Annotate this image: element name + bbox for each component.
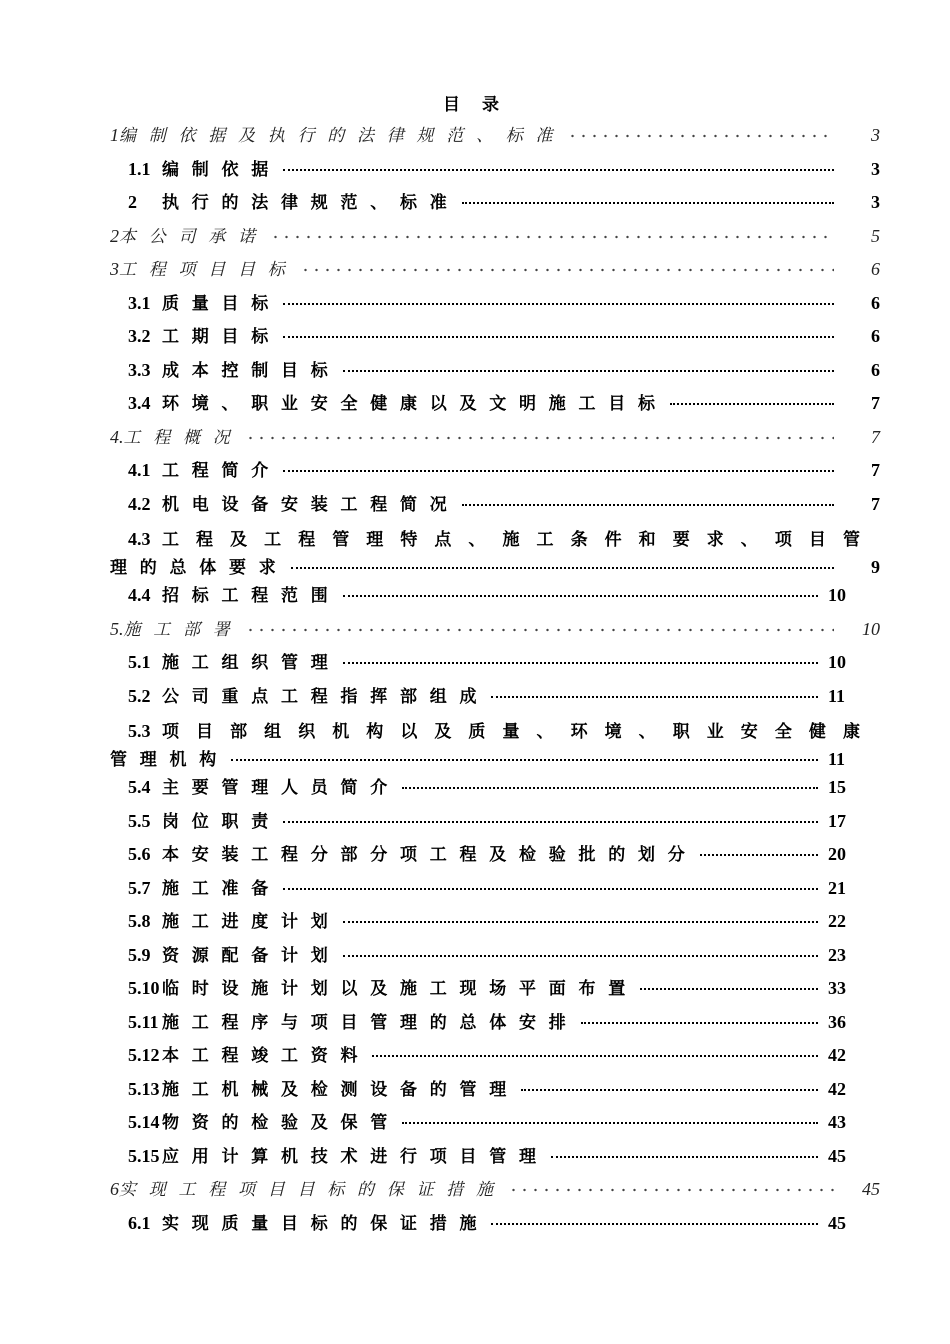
toc-leader-dots <box>402 1122 818 1124</box>
toc-entry[interactable] <box>110 391 880 425</box>
toc-entry-number: 5.1 <box>128 652 151 672</box>
toc-entry[interactable] <box>110 458 880 492</box>
toc-entry[interactable] <box>110 425 880 459</box>
toc-entry-title: 成本控制目标 <box>162 360 341 381</box>
toc-entry-title: 岗位职责 <box>162 811 281 832</box>
toc-entry-title: 本工程竣工资料 <box>162 1046 371 1066</box>
toc-leader-dots <box>491 1223 818 1225</box>
toc-entry-number: 6.1 <box>128 1212 151 1233</box>
toc-leader-dots <box>700 854 819 856</box>
toc-entry-number: 3.1 <box>128 292 151 313</box>
toc-entry-page: 42 <box>828 1045 846 1065</box>
toc-entry-number: 5.7 <box>128 877 151 898</box>
toc-entry-page: 11 <box>828 685 846 706</box>
toc-entry-number: 5.11 <box>128 1011 159 1032</box>
toc-leader-dots <box>343 921 819 923</box>
toc-leader-dots <box>283 303 834 305</box>
toc-entry-number: 5.4 <box>128 777 151 797</box>
toc-entry-title: 工程概况 <box>123 427 243 448</box>
toc-leader-dots <box>343 595 819 597</box>
toc-entry-title-continued: 理的总体要求 <box>110 558 289 578</box>
toc-entry-number: 4.3 <box>128 529 151 549</box>
toc-entry-page: 5 <box>871 225 880 246</box>
toc-entry-number: 5.2 <box>128 685 151 706</box>
toc-leader-dots <box>491 696 818 698</box>
toc-leader-dots <box>521 1089 818 1091</box>
toc-entry-title: 资源配备计划 <box>162 945 341 966</box>
toc-entry-title: 机电设备安装工程简况 <box>162 494 460 515</box>
toc-entry[interactable] <box>110 650 880 684</box>
toc-title: 目 录 <box>443 95 507 115</box>
toc-leader-dots <box>283 821 818 823</box>
toc-entry-page: 15 <box>828 777 846 797</box>
toc-leader-dots <box>581 1022 819 1024</box>
toc-entry-number: 4. <box>110 426 124 447</box>
toc-entry[interactable] <box>110 1144 880 1178</box>
toc-entry-page: 3 <box>871 158 880 179</box>
toc-entry-page: 6 <box>871 359 880 380</box>
toc-entry[interactable] <box>110 775 880 809</box>
toc-entry[interactable] <box>110 943 880 977</box>
toc-entry-number: 5.15 <box>128 1145 160 1166</box>
toc-leader-dots <box>270 235 834 239</box>
toc-entry-page: 33 <box>828 978 846 998</box>
toc-entry-title: 执行的法律规范、标准 <box>162 193 460 213</box>
toc-entry-page: 43 <box>828 1112 846 1132</box>
toc-entry[interactable] <box>110 291 880 325</box>
toc-entry-page: 7 <box>871 426 880 447</box>
toc-entry-page: 3 <box>871 192 880 212</box>
toc-entry-page: 23 <box>828 944 846 965</box>
toc-entry-title: 物资的检验及保管 <box>162 1113 400 1133</box>
toc-leader-dots <box>508 1188 834 1192</box>
toc-entry[interactable] <box>110 684 880 718</box>
toc-entry[interactable] <box>110 492 880 526</box>
toc-leader-dots <box>283 169 834 171</box>
toc-entry-number: 5.6 <box>128 844 151 864</box>
toc-entry-page: 21 <box>828 877 846 898</box>
toc-entry-page: 10 <box>828 585 846 605</box>
toc-entry-number: 3 <box>110 259 119 279</box>
toc-entry-page: 42 <box>828 1078 846 1099</box>
toc-entry-title: 编制依据及执行的法律规范、标准 <box>119 126 566 146</box>
toc-entry-page: 45 <box>828 1212 846 1233</box>
toc-entry[interactable] <box>110 717 880 775</box>
toc-leader-dots <box>291 567 835 569</box>
toc-entry[interactable] <box>110 876 880 910</box>
toc-entry-title: 临时设施计划以及施工现场平面布置 <box>162 979 638 999</box>
toc-entry[interactable] <box>110 1177 880 1211</box>
toc-entry-title: 实现工程项目目标的保证措施 <box>119 1180 506 1200</box>
toc-entry[interactable] <box>110 123 880 157</box>
toc-entry-page: 10 <box>828 652 846 672</box>
toc-entry-number: 1 <box>110 125 119 145</box>
toc-entry-page: 9 <box>871 557 880 577</box>
toc-leader-dots <box>551 1156 818 1158</box>
toc-entry-title: 施工机械及检测设备的管理 <box>162 1079 519 1100</box>
toc-entry-title: 编制依据 <box>162 159 281 180</box>
toc-entry[interactable] <box>110 1110 880 1144</box>
toc-entry-number: 5.9 <box>128 944 151 965</box>
toc-entry[interactable] <box>110 324 880 358</box>
toc-entry-number: 5. <box>110 618 124 639</box>
toc-entry[interactable] <box>110 583 880 617</box>
toc-entry-title: 项 目 部 组 织 机 构 以 及 质 量 、 环 境 、 职 业 安 全 健 康 <box>162 722 860 742</box>
toc-entry-page: 11 <box>828 749 846 769</box>
toc-entry-number: 1.1 <box>128 158 151 179</box>
toc-entry-number: 4.1 <box>128 460 151 480</box>
toc-entry-number: 5.13 <box>128 1078 160 1099</box>
toc-leader-dots <box>343 370 835 372</box>
toc-entry[interactable] <box>110 1043 880 1077</box>
toc-entry[interactable] <box>110 1077 880 1111</box>
toc-leader-dots <box>462 504 835 506</box>
toc-leader-dots <box>245 628 835 632</box>
toc-entry-page: 10 <box>862 618 880 639</box>
toc-entry-title: 主要管理人员简介 <box>162 778 400 798</box>
toc-entry-title: 施工部署 <box>123 619 243 640</box>
toc-entry-number: 5.5 <box>128 810 151 831</box>
toc-entry-page: 7 <box>871 493 880 514</box>
toc-entry-title-continued: 管理机构 <box>110 750 229 770</box>
toc-entry-page: 45 <box>862 1179 880 1199</box>
table-of-contents <box>110 123 880 1244</box>
toc-entry-title: 施工组织管理 <box>162 653 341 673</box>
toc-entry-number: 5.14 <box>128 1112 160 1132</box>
toc-entry[interactable] <box>110 224 880 258</box>
toc-leader-dots <box>283 888 818 890</box>
toc-entry-title: 施工程序与项目管理的总体安排 <box>162 1012 579 1033</box>
toc-entry-number: 5.10 <box>128 978 160 998</box>
toc-leader-dots <box>283 470 834 472</box>
toc-entry-title: 施工准备 <box>162 878 281 899</box>
toc-entry-number: 3.4 <box>128 393 151 413</box>
toc-entry[interactable] <box>110 909 880 943</box>
toc-entry[interactable] <box>110 257 880 291</box>
toc-leader-dots <box>245 436 835 440</box>
toc-entry-number: 3.3 <box>128 359 151 380</box>
toc-entry-number: 2 <box>110 225 119 246</box>
toc-leader-dots <box>343 955 819 957</box>
toc-leader-dots <box>640 988 818 990</box>
toc-entry-page: 17 <box>828 810 846 831</box>
toc-entry-title: 工程简介 <box>162 461 281 481</box>
toc-entry-title: 本安装工程分部分项工程及检验批的划分 <box>162 845 698 865</box>
toc-leader-dots <box>231 759 818 761</box>
toc-entry[interactable] <box>110 842 880 876</box>
toc-entry-title: 本公司承诺 <box>119 226 268 247</box>
toc-entry-title: 实现质量目标的保证措施 <box>162 1213 490 1234</box>
toc-entry-number: 5.12 <box>128 1045 160 1065</box>
toc-entry-title: 质量目标 <box>162 293 281 314</box>
toc-entry-title: 应用计算机技术进行项目管理 <box>162 1146 549 1167</box>
toc-entry[interactable] <box>110 157 880 191</box>
toc-leader-dots <box>343 662 819 664</box>
toc-entry-number: 3.2 <box>128 326 151 346</box>
toc-entry[interactable] <box>110 358 880 392</box>
toc-entry-page: 6 <box>871 259 880 279</box>
toc-entry-title: 招标工程范围 <box>162 586 341 606</box>
toc-entry-title: 公司重点工程指挥部组成 <box>162 686 490 707</box>
toc-leader-dots <box>372 1055 818 1057</box>
toc-entry-number: 2 <box>128 192 137 212</box>
toc-entry-title: 环境、职业安全健康以及文明施工目标 <box>162 394 668 414</box>
toc-entry-number: 5.3 <box>128 721 151 741</box>
toc-leader-dots <box>402 787 818 789</box>
toc-entry[interactable] <box>110 525 880 583</box>
toc-entry[interactable] <box>110 1211 880 1245</box>
toc-entry-title: 工期目标 <box>162 327 281 347</box>
toc-entry-title: 工程项目目标 <box>119 260 298 280</box>
toc-entry-page: 20 <box>828 844 846 864</box>
toc-leader-dots <box>300 268 835 272</box>
toc-leader-dots <box>462 202 835 204</box>
toc-entry-number: 4.2 <box>128 493 151 514</box>
toc-leader-dots <box>283 336 834 338</box>
toc-leader-dots <box>670 403 834 405</box>
toc-entry-page: 3 <box>871 125 880 145</box>
toc-entry-page: 6 <box>871 292 880 313</box>
toc-entry[interactable] <box>110 809 880 843</box>
toc-entry-title: 工 程 及 工 程 管 理 特 点 、 施 工 条 件 和 要 求 、 项 目 管 <box>162 530 860 550</box>
toc-entry-number: 5.8 <box>128 911 151 931</box>
toc-entry-number: 6 <box>110 1179 119 1199</box>
toc-entry-page: 7 <box>871 393 880 413</box>
toc-entry-title: 施工进度计划 <box>162 912 341 932</box>
toc-entry-number: 4.4 <box>128 585 151 605</box>
toc-entry-page: 7 <box>871 460 880 480</box>
toc-entry-page: 22 <box>828 911 846 931</box>
toc-entry[interactable] <box>110 190 880 224</box>
toc-leader-dots <box>567 134 834 138</box>
toc-entry[interactable] <box>110 976 880 1010</box>
toc-entry[interactable] <box>110 617 880 651</box>
toc-entry-page: 36 <box>828 1011 846 1032</box>
toc-entry-page: 6 <box>871 326 880 346</box>
toc-entry-page: 45 <box>828 1145 846 1166</box>
toc-entry[interactable] <box>110 1010 880 1044</box>
